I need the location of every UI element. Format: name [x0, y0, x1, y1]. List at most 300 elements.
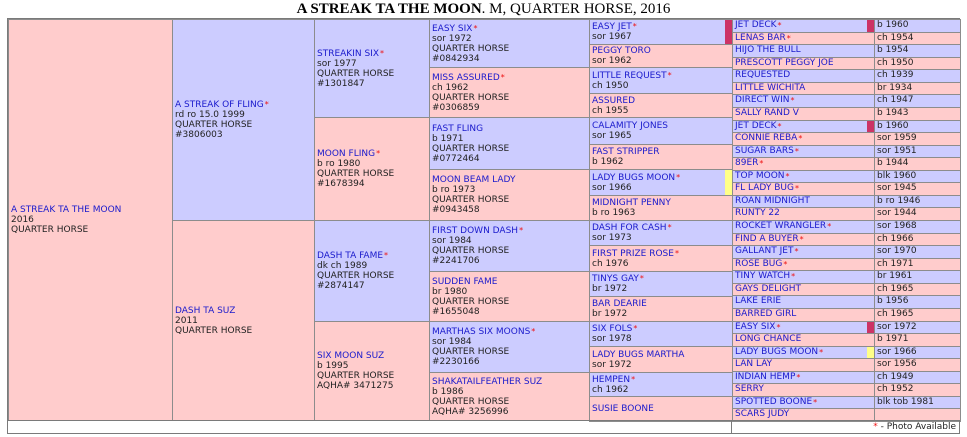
ancestor-link[interactable]	[735, 397, 817, 407]
ancestor-link[interactable]	[432, 277, 587, 287]
ancestor-link[interactable]	[735, 133, 802, 143]
g4-ancestor-cell	[429, 220, 590, 272]
g6-ancestor-info-cell	[874, 207, 961, 221]
sire-reg-number: #3806003	[175, 130, 223, 140]
dam-year: 2011	[175, 315, 198, 326]
ancestor-link[interactable]	[735, 322, 780, 332]
ancestor-name[interactable]: EASY SIX	[735, 322, 776, 332]
ancestor-name[interactable]: BAR DEARIE	[592, 299, 647, 309]
g6-ancestor-name-cell	[732, 270, 875, 284]
ancestor-line1: b ro 1973	[432, 185, 476, 195]
ancestor-link[interactable]	[432, 24, 587, 34]
ancestor-link[interactable]	[317, 149, 427, 159]
g6-ancestor-info-cell	[874, 220, 961, 234]
ancestor-line2: QUARTER HORSE	[317, 169, 395, 179]
ancestor-link[interactable]	[592, 173, 730, 183]
subject-horse-cell	[8, 19, 173, 421]
ancestor-name[interactable]: SIX MOON SUZ	[317, 351, 385, 361]
ancestor-name[interactable]: SUGAR BARS	[735, 146, 794, 156]
ancestor-color-year: sor 1967	[592, 32, 632, 42]
ancestor-color-year: sor 1972	[592, 359, 632, 370]
ancestor-line3: #0842934	[432, 53, 480, 64]
g5-ancestor-cell	[589, 44, 733, 68]
g4-ancestor-cell	[429, 67, 590, 118]
photo-star-icon: *	[531, 327, 536, 336]
g5-ancestor-cell	[589, 117, 733, 145]
dam-cell	[172, 220, 315, 421]
g6-ancestor-name-cell	[732, 220, 875, 234]
g6-ancestor-name-cell	[732, 157, 875, 171]
g6-ancestor-name-cell	[732, 132, 875, 146]
ancestor-link[interactable]	[735, 334, 802, 344]
ancestor-link[interactable]	[735, 70, 791, 80]
ancestor-name[interactable]: RUNTY 22	[735, 208, 780, 218]
g5-ancestor-cell	[589, 296, 733, 322]
ancestor-link[interactable]	[735, 246, 798, 256]
ancestor-link[interactable]	[432, 377, 587, 387]
ancestor-color-year: sor 1966	[877, 347, 917, 357]
g6-ancestor-info-cell	[874, 132, 961, 146]
photo-star-icon: *	[674, 248, 679, 258]
ancestor-name[interactable]: SUSIE BOONE	[592, 404, 654, 414]
ancestor-name[interactable]: LONG CHANCE	[735, 334, 802, 344]
ancestor-color-year: sor 1944	[877, 208, 917, 218]
ancestor-color-year: blk 1960	[877, 171, 917, 181]
ancestor-color-year: br 1934	[877, 83, 913, 93]
photo-star-icon: *	[794, 247, 799, 256]
g6-ancestor-name-cell	[732, 69, 875, 83]
g6-ancestor-name-cell	[732, 383, 875, 397]
g5-ancestor-cell	[589, 245, 733, 272]
ancestor-name[interactable]: TINYS GAY	[592, 274, 639, 284]
ancestor-name[interactable]: LADY BUGS MOON	[735, 347, 819, 357]
photo-star-icon: *	[473, 23, 478, 33]
g4-ancestor-cell	[429, 271, 590, 322]
g5-ancestor-cell	[589, 346, 733, 373]
ancestor-name[interactable]: MOON FLING	[317, 149, 376, 159]
g6-ancestor-name-cell	[732, 207, 875, 221]
ancestor-name[interactable]: SPOTTED BOONE	[735, 397, 813, 407]
ancestor-link[interactable]	[735, 58, 835, 68]
ancestor-color-year: ch 1952	[877, 384, 914, 394]
ancestor-name[interactable]: LADY BUGS MARTHA	[592, 349, 685, 360]
ancestor-line2: QUARTER HORSE	[317, 371, 395, 381]
ancestor-link[interactable]	[592, 198, 730, 208]
ancestor-link[interactable]	[735, 221, 831, 231]
ancestor-name[interactable]: FAST STRIPPER	[592, 147, 660, 157]
ancestor-color-year: ch 1939	[877, 70, 914, 80]
g6-ancestor-name-cell	[732, 19, 875, 33]
ancestor-link[interactable]	[592, 274, 730, 284]
ancestor-line1: sor 1984	[432, 236, 472, 246]
ancestor-name[interactable]: MOON BEAM LADY	[432, 175, 516, 185]
photo-star-icon: *	[777, 122, 782, 131]
g6-ancestor-info-cell	[874, 383, 961, 397]
g5-ancestor-cell	[589, 220, 733, 246]
ancestor-name[interactable]: FIND A BUYER	[735, 234, 799, 244]
ancestor-color-year: b ro 1946	[877, 196, 921, 206]
ancestor-name[interactable]: ROSE BUG	[735, 259, 783, 269]
ancestor-name[interactable]: DASH FOR CASH	[592, 223, 667, 233]
ancestor-name[interactable]: SCARS JUDY	[735, 409, 790, 419]
legend-row	[7, 420, 960, 434]
ancestor-color-year: br 1972	[592, 309, 628, 319]
ancestor-line1: ch 1962	[432, 82, 469, 93]
ancestor-color-year: b 1960	[877, 20, 909, 30]
ancestor-line2: QUARTER HORSE	[432, 347, 510, 357]
ancestor-color-year: b 1960	[877, 121, 909, 131]
ancestor-link[interactable]	[592, 299, 730, 309]
ancestor-color-year: sor 1951	[877, 146, 917, 156]
photo-available-legend	[872, 421, 956, 433]
ancestor-name[interactable]: CONNIE REBA	[735, 133, 798, 143]
ancestor-name[interactable]: LAN LAY	[735, 359, 773, 369]
ancestor-color-year: ch 1966	[877, 234, 914, 244]
ancestor-line2: QUARTER HORSE	[432, 143, 510, 154]
ancestor-name[interactable]: LAKE ERIE	[735, 296, 782, 306]
ancestor-name[interactable]: EASY SIX	[432, 23, 473, 34]
g6-ancestor-name-cell	[732, 308, 875, 322]
ancestor-link[interactable]	[592, 121, 730, 131]
ancestor-name[interactable]: HEMPEN	[592, 374, 631, 385]
g5-ancestor-cell	[589, 144, 733, 170]
ancestor-line3: #0306859	[432, 102, 480, 113]
ancestor-link[interactable]	[735, 20, 782, 30]
ancestor-line3: #1301847	[317, 78, 365, 89]
g6-ancestor-info-cell	[874, 157, 961, 171]
ancestor-line3: #0772464	[432, 153, 480, 164]
ancestor-link[interactable]	[735, 196, 811, 206]
photo-star-icon: *	[796, 373, 801, 382]
g6-ancestor-info-cell	[874, 19, 961, 33]
ancestor-line1: b 1971	[432, 133, 464, 144]
ancestor-name[interactable]: LENAS BAR	[735, 33, 786, 43]
ancestor-name[interactable]: PEGGY TORO	[592, 46, 651, 56]
g6-ancestor-name-cell	[732, 358, 875, 372]
ancestor-line3: AQHA# 3471275	[317, 381, 394, 391]
ancestor-link[interactable]	[735, 33, 791, 43]
ancestor-color-year: b 1954	[877, 45, 909, 55]
ancestor-name[interactable]: FIRST DOWN DASH	[432, 226, 519, 236]
ancestor-link[interactable]	[735, 347, 823, 357]
ancestor-name[interactable]: BARRED GIRL	[735, 309, 797, 319]
photo-star-icon: *	[264, 100, 269, 109]
photo-star-icon: *	[786, 34, 791, 43]
ancestor-link[interactable]	[592, 71, 730, 81]
ancestor-link[interactable]	[592, 22, 730, 32]
ancestor-color-year: ch 1950	[877, 58, 914, 68]
photo-star-icon: *	[790, 96, 795, 105]
ancestor-line2: QUARTER HORSE	[317, 68, 395, 79]
ancestor-link[interactable]	[592, 404, 730, 414]
ancestor-color-year: ch 1962	[592, 384, 629, 395]
ancestor-name[interactable]: LADY BUGS MOON	[592, 172, 676, 183]
ancestor-link[interactable]	[592, 375, 730, 385]
ancestor-link[interactable]	[317, 351, 427, 361]
sire-breed: QUARTER HORSE	[175, 120, 253, 130]
g6-ancestor-name-cell	[732, 44, 875, 58]
ancestor-link[interactable]	[317, 251, 427, 261]
ancestor-name[interactable]: LITTLE REQUEST	[592, 70, 667, 81]
ancestor-link[interactable]	[735, 296, 782, 306]
ancestor-name[interactable]: GALLANT JET	[735, 246, 794, 256]
g5-ancestor-cell	[589, 321, 733, 347]
ancestor-line1: dk ch 1989	[317, 261, 368, 271]
ancestor-link[interactable]	[592, 96, 730, 106]
ancestor-link[interactable]	[735, 171, 790, 181]
ancestor-name[interactable]: DIRECT WIN	[735, 95, 790, 105]
ancestor-color-year: sor 1966	[592, 182, 632, 193]
g6-ancestor-info-cell	[874, 69, 961, 83]
dam-breed: QUARTER HORSE	[175, 325, 253, 336]
subject-horse-breed: QUARTER HORSE	[11, 225, 89, 235]
g6-ancestor-info-cell	[874, 44, 961, 58]
ancestor-line3: AQHA# 3256996	[432, 406, 509, 417]
ancestor-name[interactable]: CALAMITY JONES	[592, 121, 668, 131]
photo-star-icon: *	[783, 260, 788, 269]
ancestor-link[interactable]	[432, 124, 587, 134]
ancestor-name[interactable]: 89ER	[735, 158, 759, 168]
ancestor-name[interactable]: ROAN MIDNIGHT	[735, 196, 810, 206]
ancestor-link[interactable]	[735, 284, 802, 294]
g6-ancestor-info-cell	[874, 107, 961, 121]
ancestor-link[interactable]	[592, 350, 730, 360]
ancestor-link[interactable]	[592, 324, 730, 334]
ancestor-color-year: sor 1973	[592, 233, 632, 243]
photo-star-icon: *	[380, 48, 384, 58]
ancestor-link[interactable]	[432, 327, 587, 337]
ancestor-link[interactable]	[592, 223, 730, 233]
ancestor-link[interactable]	[735, 309, 797, 319]
g4-ancestor-cell	[429, 321, 590, 373]
ancestor-color-year: ch 1950	[592, 80, 629, 91]
ancestor-name[interactable]: MARTHAS SIX MOONS	[432, 327, 531, 337]
g6-ancestor-info-cell	[874, 270, 961, 284]
ancestor-link[interactable]	[592, 249, 730, 259]
ancestor-name[interactable]: JET DECK	[735, 121, 777, 131]
ancestor-color-year: b 1971	[877, 334, 909, 344]
photo-star-icon: *	[631, 374, 636, 384]
dam-link[interactable]	[175, 306, 312, 316]
ancestor-line3: #2874147	[317, 281, 365, 291]
subject-horse-year: 2016	[11, 215, 34, 225]
ancestor-line2: QUARTER HORSE	[432, 396, 510, 407]
ancestor-name[interactable]: GAYS DELIGHT	[735, 284, 802, 294]
photo-star-icon: *	[676, 172, 681, 182]
ancestor-color-year: sor 1945	[877, 183, 917, 193]
g4-ancestor-cell	[429, 19, 590, 68]
photo-star-icon: *	[873, 422, 878, 432]
ancestor-color-year: ch 1971	[877, 259, 914, 269]
ancestor-line1: br 1980	[432, 286, 468, 297]
ancestor-name[interactable]: SALLY RAND V	[735, 108, 799, 118]
ancestor-color-year: br 1961	[877, 271, 913, 281]
photo-star-icon: *	[376, 149, 381, 158]
g6-ancestor-info-cell	[874, 182, 961, 196]
ancestor-line1: sor 1977	[317, 58, 357, 69]
subject-horse-link[interactable]: A STREAK TA THE MOON	[11, 205, 122, 215]
ancestor-link[interactable]	[432, 175, 587, 185]
photo-star-icon: *	[500, 72, 505, 82]
ancestor-link[interactable]	[592, 147, 730, 157]
photo-star-icon: *	[799, 235, 804, 244]
sire-color-year: rd ro 15.0 1999	[175, 110, 245, 120]
ancestor-name[interactable]: EASY JET	[592, 22, 632, 32]
ancestor-color-year: sor 1959	[877, 133, 917, 143]
ancestor-name[interactable]: SIX FOLS	[592, 324, 633, 334]
ancestor-color-year: ch 1947	[877, 95, 914, 105]
ancestor-name[interactable]: FL LADY BUG	[735, 183, 794, 193]
ancestor-name[interactable]: ASSURED	[592, 95, 636, 106]
g6-ancestor-info-cell	[874, 358, 961, 372]
photo-star-icon: *	[798, 134, 803, 143]
ancestor-color-year: sor 1970	[877, 246, 917, 256]
ancestor-link[interactable]	[735, 409, 790, 419]
photo-star-icon: *	[794, 184, 799, 193]
ancestor-link[interactable]	[592, 46, 730, 56]
ancestor-name[interactable]: SHAKATAILFEATHER SUZ	[432, 376, 543, 387]
photo-star-icon: *	[777, 21, 782, 30]
photo-star-icon: *	[519, 226, 524, 235]
g6-ancestor-info-cell	[874, 245, 961, 259]
ancestor-name[interactable]: SERRY	[735, 384, 764, 394]
g3-ancestor-cell	[314, 19, 430, 118]
ancestor-link[interactable]	[317, 49, 427, 59]
ancestor-line2: QUARTER HORSE	[432, 195, 510, 205]
ancestor-name[interactable]: DASH TA FAME	[317, 251, 384, 261]
ancestor-name[interactable]: TOP MOON	[735, 171, 785, 181]
ancestor-color-year: blk tob 1981	[877, 397, 934, 407]
ancestor-color-year: sor 1968	[877, 221, 917, 231]
ancestor-name[interactable]: FAST FLING	[432, 123, 484, 134]
sire-cell	[172, 19, 315, 221]
g6-ancestor-name-cell	[732, 94, 875, 108]
ancestor-line2: QUARTER HORSE	[432, 246, 510, 256]
ancestor-link[interactable]	[735, 83, 806, 93]
ancestor-link[interactable]	[735, 259, 787, 269]
ancestor-color-year: sor 1956	[877, 359, 917, 369]
ancestor-name[interactable]: MISS ASSURED	[432, 72, 500, 83]
photo-available-text: - Photo Available	[877, 422, 956, 432]
ancestor-name[interactable]: REQUESTED	[735, 70, 791, 80]
photo-star-icon: *	[667, 223, 672, 232]
g6-ancestor-name-cell	[732, 295, 875, 309]
ancestor-line1: b 1995	[317, 361, 349, 371]
ancestor-name[interactable]: ROCKET WRANGLER	[735, 221, 827, 231]
ancestor-line1: b 1986	[432, 386, 464, 397]
ancestor-link[interactable]	[432, 226, 587, 236]
ancestor-color-year: b 1962	[592, 157, 624, 167]
ancestor-link[interactable]	[735, 234, 804, 244]
ancestor-link[interactable]	[735, 183, 799, 193]
g4-ancestor-cell	[429, 372, 590, 421]
ancestor-line1: sor 1984	[432, 337, 472, 347]
ancestor-name[interactable]: PRESCOTT PEGGY JOE	[735, 58, 834, 68]
g6-ancestor-info-cell	[874, 333, 961, 347]
ancestor-link[interactable]	[735, 384, 765, 394]
g5-ancestor-cell	[589, 195, 733, 221]
g6-ancestor-info-cell	[874, 295, 961, 309]
ancestor-color-year: sor 1962	[592, 56, 632, 66]
page-title	[0, 1, 967, 17]
ancestor-name[interactable]: HIJO THE BULL	[735, 45, 801, 55]
horse-name-heading: A STREAK TA THE MOON	[296, 1, 482, 17]
photo-star-icon: *	[827, 222, 832, 231]
g3-ancestor-cell	[314, 117, 430, 221]
ancestor-color-year: ch 1965	[877, 284, 914, 294]
ancestor-color-year: ch 1955	[592, 105, 629, 116]
ancestor-line2: QUARTER HORSE	[432, 296, 510, 307]
photo-star-icon: *	[785, 172, 790, 181]
g5-ancestor-cell	[589, 396, 733, 422]
ancestor-name[interactable]: SUDDEN FAME	[432, 276, 498, 287]
g6-ancestor-name-cell	[732, 245, 875, 259]
ancestor-color-year: sor 1965	[592, 131, 632, 141]
photo-star-icon: *	[813, 398, 818, 407]
photo-star-icon: *	[759, 159, 764, 168]
ancestor-name[interactable]: MIDNIGHT PENNY	[592, 198, 671, 208]
g3-ancestor-cell	[314, 321, 430, 421]
g5-ancestor-cell	[589, 169, 733, 196]
ancestor-link[interactable]	[735, 95, 794, 105]
g6-ancestor-name-cell	[732, 107, 875, 121]
photo-star-icon: *	[632, 22, 637, 31]
ancestor-line2: QUARTER HORSE	[432, 43, 510, 54]
g5-ancestor-cell	[589, 271, 733, 297]
ancestor-name[interactable]: STREAKIN SIX	[317, 48, 379, 59]
ancestor-color-year: b 1943	[877, 108, 909, 118]
horse-info-heading: . M, QUARTER HORSE, 2016	[481, 1, 671, 17]
photo-star-icon: *	[819, 348, 824, 357]
g6-ancestor-name-cell	[732, 182, 875, 196]
ancestor-name[interactable]: INDIAN HEMP	[735, 372, 796, 382]
ancestor-name[interactable]: JET DECK	[735, 20, 777, 30]
ancestor-color-year: ch 1976	[592, 258, 629, 269]
ancestor-link[interactable]	[735, 208, 781, 218]
ancestor-color-year: ch 1954	[877, 33, 914, 43]
ancestor-link[interactable]	[432, 73, 587, 83]
ancestor-color-year: b 1944	[877, 158, 909, 168]
ancestor-color-year: sor 1972	[877, 322, 917, 332]
ancestor-link[interactable]	[735, 158, 763, 168]
sire-name[interactable]: A STREAK OF FLING	[175, 100, 264, 110]
ancestor-link[interactable]	[735, 146, 799, 156]
ancestor-line2: QUARTER HORSE	[432, 92, 510, 103]
ancestor-link[interactable]	[735, 108, 800, 118]
ancestor-link[interactable]	[735, 121, 782, 131]
ancestor-name[interactable]: LITTLE WICHITA	[735, 83, 806, 93]
photo-star-icon: *	[384, 251, 389, 260]
ancestor-line3: #2241706	[432, 256, 480, 266]
ancestor-link[interactable]	[735, 359, 773, 369]
g5-ancestor-cell	[589, 67, 733, 94]
g6-ancestor-info-cell	[874, 308, 961, 322]
g5-ancestor-cell	[589, 93, 733, 118]
ancestor-name[interactable]: TINY WATCH	[735, 271, 791, 281]
photo-star-icon: *	[639, 274, 644, 283]
g5-ancestor-cell	[589, 19, 733, 45]
ancestor-link[interactable]	[735, 372, 800, 382]
sire-link[interactable]	[175, 100, 312, 110]
ancestor-name[interactable]: FIRST PRIZE ROSE	[592, 248, 674, 259]
ancestor-line3: #2230166	[432, 357, 480, 367]
g6-ancestor-name-cell	[732, 333, 875, 347]
ancestor-link[interactable]	[735, 45, 802, 55]
legend-spacer	[8, 421, 732, 433]
ancestor-link[interactable]	[735, 271, 795, 281]
dam-name[interactable]: DASH TA SUZ	[175, 305, 236, 316]
pedigree-chart	[7, 18, 960, 420]
